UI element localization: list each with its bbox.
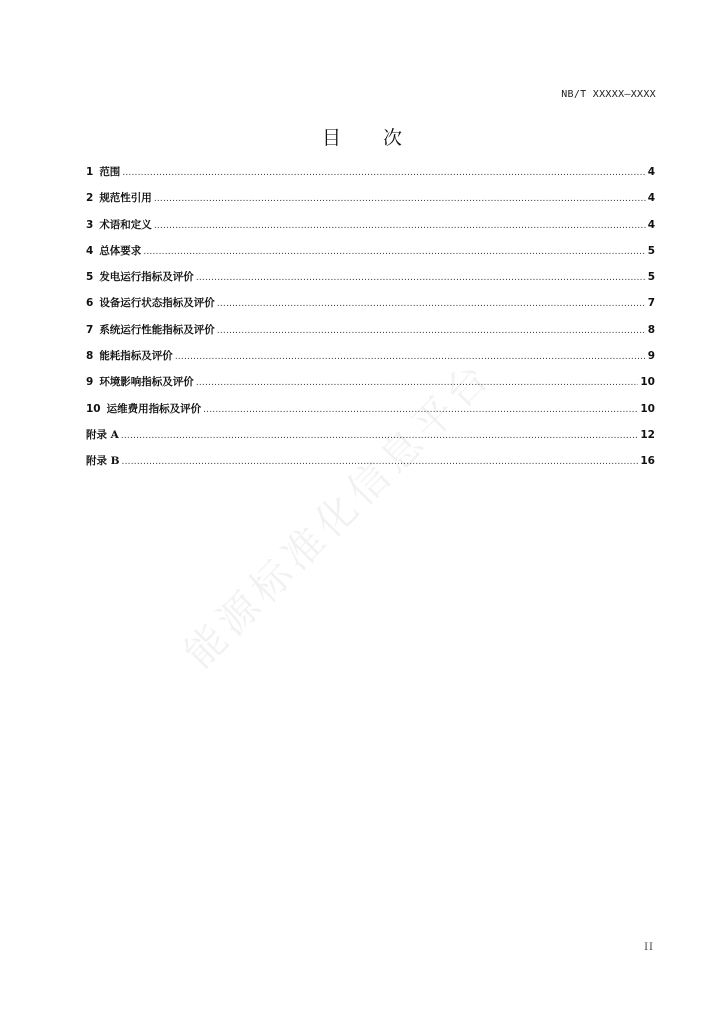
dot-leader	[203, 405, 638, 415]
dot-leader	[122, 168, 645, 178]
toc-entry-label: 系统运行性能指标及评价	[99, 323, 215, 336]
dot-leader	[175, 352, 646, 362]
toc-entry-number: 3	[86, 218, 94, 231]
dot-leader	[121, 431, 639, 441]
dot-leader	[154, 221, 646, 231]
page-number: II	[644, 942, 654, 953]
toc-entry-appendix-b[interactable]	[86, 453, 655, 479]
toc-entry-number: 5	[86, 271, 94, 284]
document-code: NB/T XXXXX—XXXX	[561, 89, 656, 100]
toc-entry-label: 设备运行状态指标及评价	[99, 297, 215, 310]
toc-entry-page: 16	[640, 455, 655, 468]
toc-entry-number: 1	[86, 166, 94, 178]
toc-entry-label: 运维费用指标及评价	[106, 402, 202, 415]
toc-entry-page: 12	[640, 428, 655, 441]
toc-entry-label: 能耗指标及评价	[99, 350, 173, 363]
toc-entry-1[interactable]	[86, 164, 655, 190]
dot-leader	[217, 326, 646, 336]
toc-entry-label: 总体要求	[99, 244, 142, 257]
toc-entry-label: 附录 B	[86, 455, 120, 468]
toc-entry-page: 8	[647, 323, 655, 336]
toc-entry-page: 4	[647, 192, 655, 205]
toc-entry-page: 10	[640, 402, 655, 415]
toc-entry-4[interactable]	[86, 243, 655, 269]
dot-leader	[122, 457, 639, 467]
toc-entry-number: 7	[86, 323, 94, 336]
toc-entry-number: 9	[86, 376, 94, 389]
toc-entry-6[interactable]	[86, 295, 655, 321]
toc-entry-7[interactable]	[86, 322, 655, 348]
toc-entry-page: 5	[647, 244, 655, 257]
toc-entry-label: 发电运行指标及评价	[99, 271, 194, 284]
toc-entry-label: 规范性引用	[99, 192, 152, 205]
toc-title: 目 次	[321, 127, 421, 149]
toc-entry-label: 附录 A	[86, 428, 119, 441]
toc-entry-8[interactable]	[86, 348, 655, 374]
toc-entry-5[interactable]	[86, 269, 655, 295]
watermark: 能源标准化信息平台	[176, 351, 502, 678]
toc-entry-page: 10	[640, 376, 655, 389]
toc-entry-page: 4	[647, 166, 655, 178]
dot-leader	[196, 378, 639, 388]
dot-leader	[143, 247, 645, 257]
toc-entry-10[interactable]	[86, 401, 655, 427]
toc-entry-appendix-a[interactable]	[86, 427, 655, 453]
dot-leader	[217, 299, 646, 309]
dot-leader	[196, 273, 646, 283]
toc-entry-page: 9	[647, 350, 655, 363]
toc-entry-label: 术语和定义	[99, 218, 152, 231]
toc-entry-2[interactable]	[86, 190, 655, 216]
toc-entry-label: 环境影响指标及评价	[99, 376, 194, 389]
toc-entry-3[interactable]	[86, 217, 655, 243]
toc-entry-page: 5	[647, 271, 655, 284]
toc-entry-number: 2	[86, 192, 94, 205]
toc-entry-label: 范围	[99, 166, 121, 178]
toc-entry-page: 7	[647, 297, 655, 310]
toc-entry-page: 4	[647, 218, 655, 231]
table-of-contents	[86, 164, 655, 480]
toc-entry-number: 6	[86, 297, 94, 310]
toc-entry-9[interactable]	[86, 374, 655, 400]
toc-entry-number: 4	[86, 244, 94, 257]
toc-entry-number: 10	[86, 402, 101, 415]
toc-entry-number: 8	[86, 350, 94, 363]
dot-leader	[154, 194, 646, 204]
